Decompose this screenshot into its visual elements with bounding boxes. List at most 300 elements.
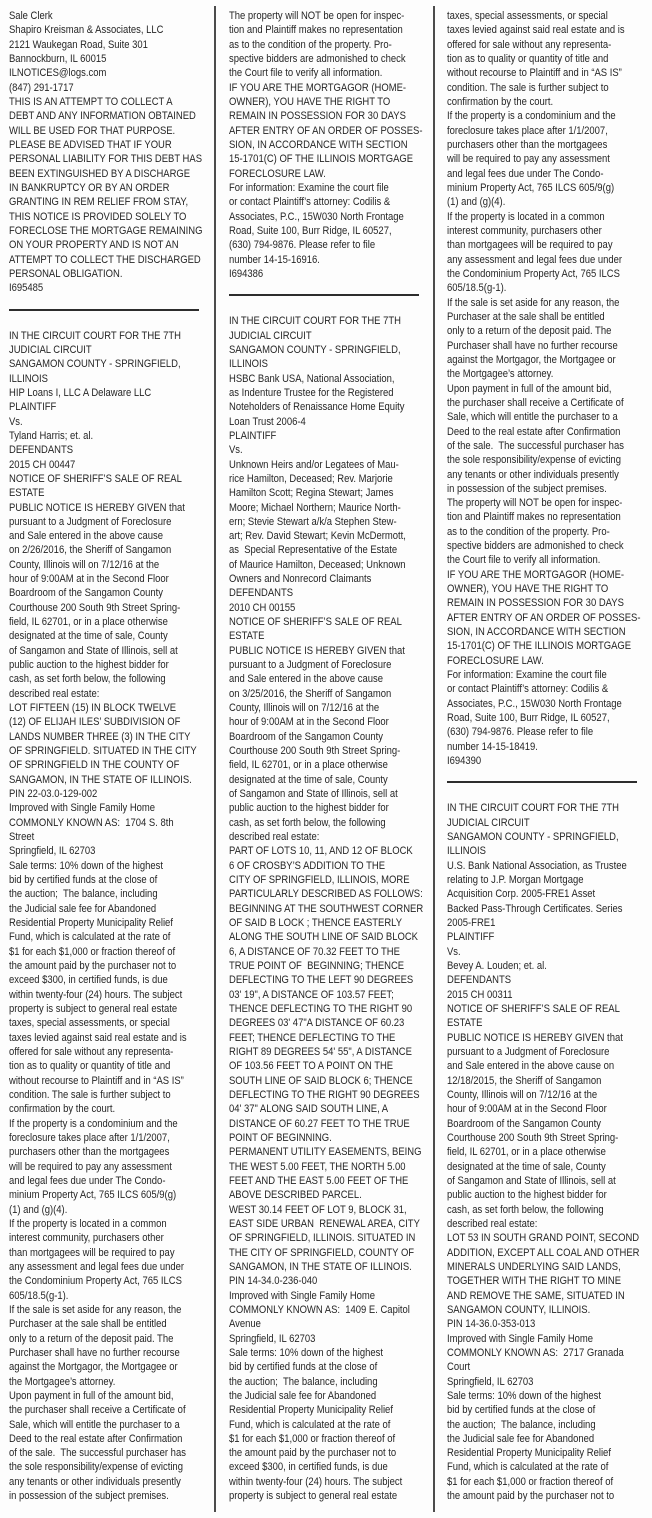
notice-line: OF SPRINGFIELD, ILLINOIS. SITUATED IN: [229, 1232, 416, 1245]
notice-line: on 2/26/2016, the Sheriff of Sangamon: [9, 544, 172, 557]
notice-line: pursuant to a Judgment of Foreclosure: [9, 515, 172, 528]
notice-line: 605/18.5(g-1).: [447, 282, 507, 295]
notice-line: condition. The sale is further subject to: [447, 81, 609, 94]
notice-line: ILNOTICES@logs.com: [9, 67, 107, 80]
notice-sheriffs-sale-continuation-14-15-18419: [447, 9, 650, 768]
notice-line: as Indenture Trustee for the Registered: [229, 386, 394, 399]
notice-line: Tyland Harris; et. al.: [9, 429, 94, 442]
notice-line: and Sale entered in the above cause: [9, 530, 164, 543]
notice-line: PLAINTIFF: [447, 931, 495, 944]
notice-line: will be required to pay any assessment: [9, 1160, 172, 1173]
notice-line: PLAINTIFF: [9, 401, 57, 414]
notice-line: 6 OF CROSBY’S ADDITION TO THE: [229, 859, 386, 872]
notice-line: Hamilton Scott; Regina Stewart; James: [229, 487, 394, 500]
notice-line: taxes levied against said real estate and is: [9, 1031, 187, 1044]
notice-line: Sale, which will entitle the purchaser to a: [9, 1418, 180, 1431]
notice-line: For information: Examine the court file: [447, 669, 607, 682]
notice-line: AND REMOVE THE SAME, SITUATED IN: [447, 1289, 625, 1302]
notice-line: Improved with Single Family Home: [229, 1289, 376, 1302]
notice-line: ILLINOIS: [447, 845, 486, 858]
notice-line: the purchaser shall receive a Certificate of: [9, 1404, 186, 1417]
notice-line: PART OF LOTS 10, 11, AND 12 OF BLOCK: [229, 845, 413, 858]
notice-line: WILL BE USED FOR THAT PURPOSE.: [9, 124, 176, 137]
notice-line: the purchaser shall receive a Certificate of: [447, 396, 624, 409]
notice-line: tion as to quality or quantity of title and: [9, 1060, 171, 1073]
notice-line: Owners and Nonrecord Claimants: [229, 573, 372, 586]
notice-line: against the Mortgagor, the Mortgagee or: [9, 1361, 178, 1374]
notice-line: 2005-FRE1: [447, 917, 496, 930]
notice-line: SANGAMON COUNTY - SPRINGFIELD,: [447, 831, 619, 844]
notice-line: purchasers other than the mortgagees: [447, 138, 608, 151]
notice-line: IN BANKRUPTCY OR BY AN ORDER: [9, 181, 170, 194]
notice-line: Upon payment in full of the amount bid,: [447, 382, 612, 395]
notice-line: RIGHT 89 DEGREES 54' 55", A DISTANCE: [229, 1045, 412, 1058]
notice-line: COMMONLY KNOWN AS: 1704 S. 8th: [9, 816, 174, 829]
notice-line: IN THE CIRCUIT COURT FOR THE 7TH: [9, 329, 181, 342]
notice-line: HSBC Bank USA, National Association,: [229, 372, 395, 385]
notice-line: described real estate:: [447, 1217, 538, 1230]
notice-line: in possession of the subject premises.: [9, 1490, 169, 1503]
notice-line: If the property is located in a common: [9, 1217, 167, 1230]
notice-line: IF YOU ARE THE MORTGAGOR (HOME-: [229, 81, 407, 94]
notice-line: OF 103.56 FEET TO A POINT ON THE: [229, 1060, 394, 1073]
notice-line: will be required to pay any assessment: [447, 153, 610, 166]
notice-line: number 14-15-18419.: [447, 740, 538, 753]
notice-line: any assessment and legal fees due under: [447, 253, 623, 266]
notice-line: JUDICIAL CIRCUIT: [447, 816, 530, 829]
notice-line: interest community, purchasers other: [447, 224, 602, 237]
notice-line: of Sangamon and State of Illinois, sell at: [229, 788, 398, 801]
notice-line: Boardroom of the Sangamon County: [447, 1117, 601, 1130]
notice-line: 15-1701(C) OF THE ILLINOIS MORTGAGE: [447, 640, 632, 653]
notice-line: interest community, purchasers other: [9, 1232, 164, 1245]
notice-line: SANGAMON COUNTY - SPRINGFIELD,: [9, 358, 181, 371]
notice-line: or contact Plaintiff’s attorney: Codilis &: [447, 683, 609, 696]
notice-line: SOUTH LINE OF SAID BLOCK 6; THENCE: [229, 1074, 413, 1087]
notice-line: within twenty-four (24) hours. The subject: [229, 1475, 403, 1488]
notice-line: BEEN EXTINGUISHED BY A DISCHARGE: [9, 167, 191, 180]
notice-line: Sale terms: 10% down of the highest: [229, 1346, 383, 1359]
notice-line: THE CITY OF SPRINGFIELD, COUNTY OF: [229, 1246, 415, 1259]
notice-sheriffs-sale-2015-ch-00447: [9, 329, 211, 1504]
notice-line: ESTATE: [447, 1017, 483, 1030]
notice-line: the sole responsibility/expense of evicting: [447, 454, 621, 467]
notice-line: the Judicial sale fee for Abandoned: [447, 1432, 595, 1445]
notice-line: or contact Plaintiff’s attorney: Codilis &: [229, 196, 391, 209]
notice-line: as Special Representative of the Estate: [229, 544, 398, 557]
notice-line: confirmation by the court.: [447, 95, 554, 108]
notice-line: against the Mortgagor, the Mortgagee or: [447, 353, 616, 366]
notice-line: PERSONAL LIABILITY FOR THIS DEBT HAS: [9, 153, 203, 166]
notice-line: taxes, special assessments, or special: [447, 10, 608, 22]
notice-line: Sale terms: 10% down of the highest: [9, 859, 163, 872]
notice-line: (1) and (g)(4).: [447, 196, 506, 209]
notice-line: hour of 9:00AM at in the Second Floor: [9, 573, 169, 586]
notice-line: AFTER ENTRY OF AN ORDER OF POSSES-: [229, 124, 423, 137]
notice-line: Purchaser at the sale shall be entitled: [9, 1318, 167, 1331]
notice-line: 03' 19", A DISTANCE OF 103.57 FEET;: [229, 988, 394, 1001]
notice-line: IN THE CIRCUIT COURT FOR THE 7TH: [447, 802, 619, 815]
notice-line: ON YOUR PROPERTY AND IS NOT AN: [9, 239, 179, 252]
notice-line: tion and Plaintiff makes no representation: [447, 511, 621, 524]
notice-sheriffs-sale-continuation-14-15-16916: [229, 9, 430, 281]
notice-line: ILLINOIS: [9, 372, 48, 385]
notice-line: in possession of the subject premises.: [447, 482, 607, 495]
notice-line: the Judicial sale fee for Abandoned: [229, 1389, 377, 1402]
notice-line: Street: [9, 831, 35, 844]
notice-line: Unknown Heirs and/or Legatees of Mau-: [229, 458, 399, 471]
notice-line: field, IL 62701, or in a place otherwise: [9, 616, 168, 629]
notice-line: Deed to the real estate after Confirmation: [9, 1432, 183, 1445]
notice-line: foreclosure takes place after 1/1/2007,: [9, 1131, 170, 1144]
notice-line: any tenants or other individuals presently: [9, 1475, 181, 1488]
notice-line: relating to J.P. Morgan Mortgage: [447, 874, 584, 887]
notice-line: Bannockburn, IL 60015: [9, 52, 107, 65]
notice-line: PUBLIC NOTICE IS HEREBY GIVEN that: [229, 644, 405, 657]
notice-separator-rule: [9, 309, 199, 311]
notice-line: spective bidders are admonished to check: [447, 540, 624, 553]
notice-line: (630) 794-9876. Please refer to file: [447, 726, 594, 739]
notice-line: the amount paid by the purchaser not to: [229, 1447, 397, 1460]
notice-line: REMAIN IN POSSESSION FOR 30 DAYS: [447, 597, 624, 610]
notice-line: ern; Stevie Stewart a/k/a Stephen Stew-: [229, 515, 397, 528]
notice-line: Residential Property Municipality Relief: [447, 1447, 611, 1460]
notice-line: of the sale. The successful purchaser has: [9, 1447, 186, 1460]
notice-debt-collection-disclosure: [9, 9, 211, 296]
notice-line: art; Rev. David Stewart; Kevin McDermott,: [229, 530, 406, 543]
notice-line: cash, as set forth below, the following: [229, 816, 386, 829]
notice-line: property is subject to general real estate: [229, 1490, 398, 1503]
notice-line: (1) and (g)(4).: [9, 1203, 68, 1216]
notice-line: Improved with Single Family Home: [9, 802, 156, 815]
notice-line: If the sale is set aside for any reason, the: [9, 1303, 182, 1316]
notice-line: PERMANENT UTILITY EASEMENTS, BEING: [229, 1146, 422, 1159]
notice-line: without recourse to Plaintiff and in “AS IS”: [447, 67, 622, 80]
notice-line: PUBLIC NOTICE IS HEREBY GIVEN that: [447, 1031, 623, 1044]
notice-line: minium Property Act, 765 ILCS 605/9(g): [447, 181, 615, 194]
notice-separator-rule: [447, 781, 637, 783]
notice-line: $1 for each $1,000 or fraction thereof of: [447, 1475, 614, 1488]
notice-line: the Condominium Property Act, 765 ILCS: [9, 1275, 182, 1288]
notice-line: REMAIN IN POSSESSION FOR 30 DAYS: [229, 110, 406, 123]
notice-line: field, IL 62701, or in a place otherwise: [447, 1146, 606, 1159]
notice-line: SANGAMON COUNTY - SPRINGFIELD,: [229, 343, 401, 356]
notice-line: County, Illinois will on 7/12/16 at the: [9, 558, 160, 571]
notice-line: LOT FIFTEEN (15) IN BLOCK TWELVE: [9, 702, 177, 715]
notice-line: ABOVE DESCRIBED PARCEL.: [229, 1189, 362, 1202]
notice-line: TRUE POINT OF BEGINNING; THENCE: [229, 960, 405, 972]
notice-line: FEET; THENCE DEFLECTING TO THE: [229, 1031, 396, 1044]
notice-line: NOTICE OF SHERIFF’S SALE OF REAL: [9, 472, 182, 485]
notice-line: pursuant to a Judgment of Foreclosure: [229, 659, 392, 672]
notice-line: of Sangamon and State of Illinois, sell at: [447, 1174, 616, 1187]
notice-line: Associates, P.C., 15W030 North Frontage: [447, 697, 622, 710]
notice-line: Purchaser at the sale shall be entitled: [447, 310, 605, 323]
notice-line: offered for sale without any representa-: [447, 38, 612, 51]
notice-line: and Sale entered in the above cause on: [447, 1060, 615, 1073]
notice-line: of the sale. The successful purchaser has: [447, 439, 624, 452]
notice-line: SION, IN ACCORDANCE WITH SECTION: [447, 626, 626, 639]
notice-line: DEFLECTING TO THE LEFT 90 DEGREES: [229, 974, 414, 987]
notice-line: DEFENDANTS: [9, 444, 74, 457]
notice-line: WEST 30.14 FEET OF LOT 9, BLOCK 31,: [229, 1203, 407, 1216]
notice-line: JUDICIAL CIRCUIT: [229, 329, 312, 342]
notice-line: I695485: [9, 282, 44, 295]
notice-line: If the sale is set aside for any reason, the: [447, 296, 620, 309]
notice-line: property is subject to general real estate: [9, 1002, 178, 1015]
notice-line: MINERALS UNDERLYING SAID LANDS,: [447, 1260, 621, 1273]
notice-line: ESTATE: [9, 487, 45, 500]
notice-line: OF SPRINGFIELD IN THE COUNTY OF: [9, 759, 180, 772]
notice-line: taxes, special assessments, or special: [9, 1017, 170, 1030]
notice-line: DEFLECTING TO THE RIGHT 90 DEGREES: [229, 1088, 420, 1101]
notice-line: only to a return of the deposit paid. The: [447, 325, 612, 338]
notice-line: and Sale entered in the above cause: [229, 673, 384, 686]
notice-line: hour of 9:00AM at in the Second Floor: [229, 716, 389, 729]
notice-sheriffs-sale-2010-ch-00155: [229, 314, 430, 1503]
notice-line: the auction; The balance, including: [9, 888, 158, 901]
notice-line: TOGETHER WITH THE RIGHT TO MINE: [447, 1275, 622, 1288]
notice-line: Springfield, IL 62703: [229, 1332, 316, 1345]
notice-line: (847) 291-1717: [9, 81, 74, 94]
notice-line: as to the condition of the property. Pro-: [447, 525, 610, 538]
notice-line: Backed Pass-Through Certificates. Series: [447, 902, 623, 915]
notice-line: foreclosure takes place after 1/1/2007,: [447, 124, 608, 137]
notice-line: rice Hamilton, Deceased; Rev. Marjorie: [229, 472, 393, 485]
notice-line: public auction to the highest bidder for: [229, 802, 389, 815]
notice-line: ATTEMPT TO COLLECT THE DISCHARGED: [9, 253, 201, 266]
notice-line: described real estate:: [229, 831, 320, 844]
notice-line: PIN 14-36.0-353-013: [447, 1318, 536, 1331]
notice-line: the amount paid by the purchaser not to: [9, 960, 177, 972]
notice-line: IF YOU ARE THE MORTGAGOR (HOME-: [447, 568, 625, 581]
notice-line: the Court file to verify all information.: [229, 67, 383, 80]
notice-line: If the property is a condominium and the: [9, 1117, 178, 1130]
notice-line: tion as to quality or quantity of title and: [447, 52, 609, 65]
notice-line: field, IL 62701, or in a place otherwise: [229, 759, 388, 772]
notice-line: Purchaser shall have no further recourse: [9, 1346, 180, 1359]
notice-line: COMMONLY KNOWN AS: 1409 E. Capitol: [229, 1303, 410, 1316]
notice-line: Residential Property Municipality Relief: [9, 917, 173, 930]
notice-line: Purchaser shall have no further recourse: [447, 339, 618, 352]
notice-line: THIS NOTICE IS PROVIDED SOLELY TO: [9, 210, 187, 223]
notice-line: IN THE CIRCUIT COURT FOR THE 7TH: [229, 315, 401, 328]
notice-line: Boardroom of the Sangamon County: [229, 730, 383, 743]
notice-line: U.S. Bank National Association, as Trustee: [447, 859, 627, 872]
notice-line: bid by certified funds at the close of: [229, 1361, 378, 1374]
notice-line: NOTICE OF SHERIFF’S SALE OF REAL: [447, 1002, 620, 1015]
notice-line: PIN 14-34.0-236-040: [229, 1275, 318, 1288]
notice-line: and legal fees due under The Condo-: [447, 167, 604, 180]
notice-line: $1 for each $1,000 or fraction thereof of: [229, 1432, 396, 1445]
notice-line: BEGINNING AT THE SOUTHWEST CORNER: [229, 902, 424, 915]
notice-line: Improved with Single Family Home: [447, 1332, 594, 1345]
notice-line: the Mortgagee’s attorney.: [9, 1375, 116, 1388]
notice-line: Sale, which will entitle the purchaser to a: [447, 411, 618, 424]
notice-line: any assessment and legal fees due under: [9, 1260, 185, 1273]
notice-line: the auction; The balance, including: [447, 1418, 596, 1431]
notice-line: number 14-15-16916.: [229, 253, 320, 266]
notice-line: than mortgagees will be required to pay: [9, 1246, 175, 1259]
notice-line: PUBLIC NOTICE IS HEREBY GIVEN that: [9, 501, 185, 514]
notice-line: For information: Examine the court file: [229, 181, 389, 194]
notice-line: LANDS NUMBER THREE (3) IN THE CITY: [9, 730, 191, 743]
notice-line: purchasers other than the mortgagees: [9, 1146, 170, 1159]
notice-line: Boardroom of the Sangamon County: [9, 587, 163, 600]
notice-line: AFTER ENTRY OF AN ORDER OF POSSES-: [447, 611, 641, 624]
notice-line: EAST SIDE URBAN RENEWAL AREA, CITY: [229, 1217, 420, 1230]
notice-line: described real estate:: [9, 687, 100, 700]
notice-line: any tenants or other individuals presently: [447, 468, 619, 481]
notice-line: Road, Suite 100, Burr Ridge, IL 60527,: [447, 712, 610, 725]
newspaper-column-left: [0, 9, 214, 1518]
notice-line: DISTANCE OF 60.27 FEET TO THE TRUE: [229, 1117, 410, 1130]
notice-line: Upon payment in full of the amount bid,: [9, 1389, 174, 1402]
notice-line: 2015 CH 00311: [447, 988, 513, 1001]
notice-line: FEET AND THE EAST 5.00 FEET OF THE: [229, 1174, 409, 1187]
notice-line: OF SAID B LOCK ; THENCE EASTERLY: [229, 917, 403, 930]
notice-line: 15-1701(C) OF THE ILLINOIS MORTGAGE: [229, 153, 414, 166]
notice-line: SION, IN ACCORDANCE WITH SECTION: [229, 138, 408, 151]
notice-line: FORECLOSE THE MORTGAGE REMAINING: [9, 224, 203, 237]
notice-line: GRANTING IN REM RELIEF FROM STAY,: [9, 196, 189, 209]
notice-line: exceed $300, in certified funds, is due: [9, 974, 168, 987]
notice-line: Loan Trust 2006-4: [229, 415, 306, 428]
notice-line: hour of 9:00AM at in the Second Floor: [447, 1103, 607, 1116]
notice-line: COMMONLY KNOWN AS: 2717 Granada: [447, 1346, 624, 1359]
notice-sheriffs-sale-2015-ch-00311: [447, 801, 650, 1503]
notice-line: 04' 37" ALONG SAID SOUTH LINE, A: [229, 1103, 389, 1116]
notice-line: cash, as set forth below, the following: [9, 673, 166, 686]
notice-line: FORECLOSURE LAW.: [447, 654, 544, 667]
notice-line: LOT 53 IN SOUTH GRAND POINT, SECOND: [447, 1232, 640, 1245]
notice-line: the Mortgagee’s attorney.: [447, 368, 554, 381]
notice-line: as to the condition of the property. Pro-: [229, 38, 392, 51]
notice-line: 6, A DISTANCE OF 70.32 FEET TO THE: [229, 945, 400, 958]
notice-line: SANGAMON, IN THE STATE OF ILLINOIS.: [9, 773, 192, 786]
newspaper-column-right: [435, 9, 652, 1518]
notice-line: Road, Suite 100, Burr Ridge, IL 60527,: [229, 224, 392, 237]
notice-line: public auction to the highest bidder for: [447, 1189, 607, 1202]
notice-line: Residential Property Municipality Relief: [229, 1404, 393, 1417]
notice-line: (630) 794-9876. Please refer to file: [229, 239, 376, 252]
notice-line: THE WEST 5.00 FEET, THE NORTH 5.00: [229, 1160, 406, 1173]
notice-line: Vs.: [9, 415, 23, 428]
notice-line: Courthouse 200 South 9th Street Spring-: [447, 1131, 619, 1144]
notice-line: Fund, which is calculated at the rate of: [229, 1418, 391, 1431]
notice-line: Court: [447, 1361, 471, 1374]
notice-line: 605/18.5(g-1).: [9, 1289, 69, 1302]
notice-line: pursuant to a Judgment of Foreclosure: [447, 1045, 610, 1058]
notice-line: If the property is located in a common: [447, 210, 605, 223]
notice-line: bid by certified funds at the close of: [447, 1404, 596, 1417]
notice-line: the amount paid by the purchaser not to: [447, 1490, 615, 1503]
notice-line: POINT OF BEGINNING.: [229, 1131, 332, 1144]
notice-line: Springfield, IL 62703: [447, 1375, 534, 1388]
notice-line: THENCE DEFLECTING TO THE RIGHT 90: [229, 1002, 413, 1015]
notice-line: the Judicial sale fee for Abandoned: [9, 902, 157, 915]
notice-line: Vs.: [229, 444, 243, 457]
notice-line: of Sangamon and State of Illinois, sell at: [9, 644, 178, 657]
notice-line: County, Illinois will on 7/12/16 at the: [447, 1088, 598, 1101]
notice-line: NOTICE OF SHERIFF’S SALE OF REAL: [229, 616, 402, 629]
notice-line: Shapiro Kreisman & Associates, LLC: [9, 24, 164, 37]
notice-line: The property will NOT be open for inspec-: [229, 10, 405, 22]
notice-line: Vs.: [447, 945, 461, 958]
notice-line: OWNER), YOU HAVE THE RIGHT TO: [229, 95, 391, 108]
notice-line: 12/18/2015, the Sheriff of Sangamon: [447, 1074, 602, 1087]
notice-line: Fund, which is calculated at the rate of: [447, 1461, 609, 1474]
newspaper-column-center: [216, 9, 433, 1518]
notice-line: THIS IS AN ATTEMPT TO COLLECT A: [9, 95, 173, 108]
notice-line: PLEASE BE ADVISED THAT IF YOUR: [9, 138, 172, 151]
notice-line: exceed $300, in certified funds, is due: [229, 1461, 388, 1474]
notice-line: DEGREES 03' 47"A DISTANCE OF 60.23: [229, 1017, 405, 1030]
notice-line: If the property is a condominium and the: [447, 110, 616, 123]
notice-line: Noteholders of Renaissance Home Equity: [229, 401, 405, 414]
notice-line: Fund, which is calculated at the rate of: [9, 931, 171, 944]
notice-line: offered for sale without any representa-: [9, 1045, 174, 1058]
notice-line: Sale Clerk: [9, 10, 53, 22]
notice-line: without recourse to Plaintiff and in “AS IS”: [9, 1074, 184, 1087]
notice-line: minium Property Act, 765 ILCS 605/9(g): [9, 1189, 177, 1202]
notice-line: ALONG THE SOUTH LINE OF SAID BLOCK: [229, 931, 418, 944]
notice-line: Acquisition Corp. 2005-FRE1 Asset: [447, 888, 596, 901]
notice-line: bid by certified funds at the close of: [9, 874, 158, 887]
notice-line: Moore; Michael Northern; Maurice North-: [229, 501, 401, 514]
notice-line: ILLINOIS: [229, 358, 268, 371]
notice-separator-rule: [229, 294, 419, 296]
notice-line: Springfield, IL 62703: [9, 845, 96, 858]
notice-line: condition. The sale is further subject to: [9, 1088, 171, 1101]
notice-line: designated at the time of sale, County: [447, 1160, 606, 1173]
notice-line: PERSONAL OBLIGATION.: [9, 267, 123, 280]
notice-line: JUDICIAL CIRCUIT: [9, 343, 92, 356]
notice-line: Deed to the real estate after Confirmation: [447, 425, 621, 438]
notice-line: I694386: [229, 267, 264, 280]
notice-line: designated at the time of sale, County: [229, 773, 388, 786]
notice-line: the Condominium Property Act, 765 ILCS: [447, 267, 620, 280]
notice-line: of Maurice Hamilton, Deceased; Unknown: [229, 558, 406, 571]
notice-line: OWNER), YOU HAVE THE RIGHT TO: [447, 583, 609, 596]
notice-line: The property will NOT be open for inspec-: [447, 497, 623, 510]
notice-line: confirmation by the court.: [9, 1103, 116, 1116]
notice-line: PARTICULARLY DESCRIBED AS FOLLOWS:: [229, 888, 423, 901]
notice-line: OF SPRINGFIELD. SITUATED IN THE CITY: [9, 745, 197, 758]
notice-line: designated at the time of sale, County: [9, 630, 168, 643]
notice-line: and legal fees due under The Condo-: [9, 1174, 166, 1187]
notice-line: DEBT AND ANY INFORMATION OBTAINED: [9, 110, 196, 123]
notice-line: Courthouse 200 South 9th Street Spring-: [229, 745, 401, 758]
notice-line: Associates, P.C., 15W030 North Frontage: [229, 210, 404, 223]
notice-line: within twenty-four (24) hours. The subject: [9, 988, 183, 1001]
notice-line: only to a return of the deposit paid. The: [9, 1332, 174, 1345]
notice-line: tion and Plaintiff makes no representation: [229, 24, 403, 37]
notice-line: Bevey A. Louden; et. al.: [447, 960, 547, 972]
notice-line: Avenue: [229, 1318, 261, 1331]
notice-line: (12) OF ELIJAH ILES’ SUBDIVISION OF: [9, 716, 181, 729]
notice-line: ADDITION, EXCEPT ALL COAL AND OTHER: [447, 1246, 640, 1259]
notice-line: the Court file to verify all information.: [447, 554, 601, 567]
notice-line: the sole responsibility/expense of evicting: [9, 1461, 183, 1474]
notice-line: Courthouse 200 South 9th Street Spring-: [9, 601, 181, 614]
notice-line: than mortgagees will be required to pay: [447, 239, 613, 252]
notice-line: 2010 CH 00155: [229, 601, 296, 614]
notice-line: Sale terms: 10% down of the highest: [447, 1389, 601, 1402]
notice-line: PIN 22-03.0-129-002: [9, 788, 98, 801]
notice-line: on 3/25/2016, the Sheriff of Sangamon: [229, 687, 392, 700]
notice-line: FORECLOSURE LAW.: [229, 167, 326, 180]
